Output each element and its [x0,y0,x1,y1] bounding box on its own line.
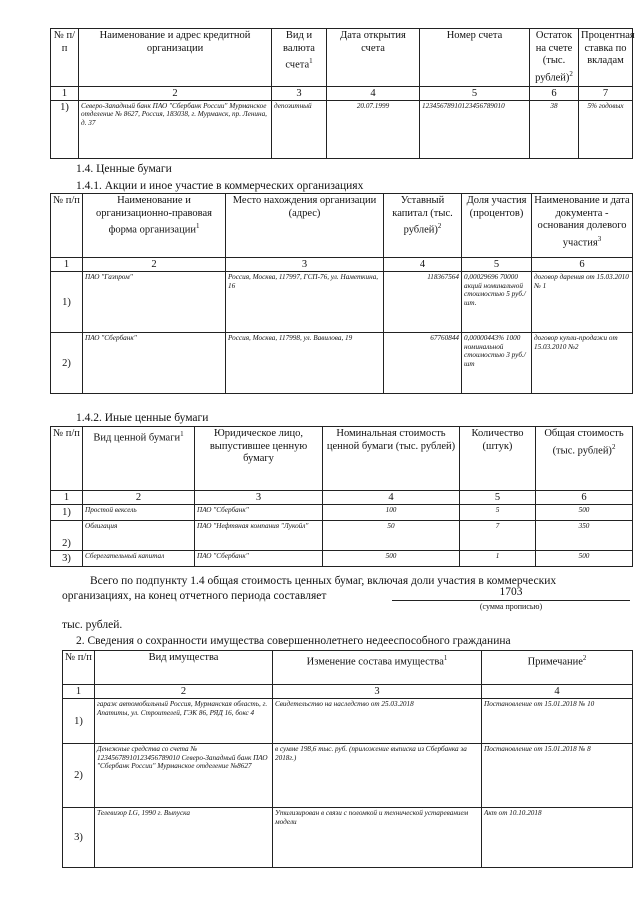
header-balance: Остаток на счете (тыс. рублей)$^2$ [530,29,579,87]
column-number-row: 1 2 3 4 5 6 [51,258,633,272]
section-1-4-2-title: 1.4.2. Иные ценные бумаги [76,412,209,424]
header-open-date: Дата открытия счета [327,29,420,87]
header-type: Вид ценной бумаги$^1$ [83,427,195,491]
header-total: Общая стоимость (тыс. рублей)$^2$ [536,427,633,491]
header-no: № п/п [51,194,83,258]
header-note: Примечание$^2$ [482,651,633,685]
header-qty: Количество (штук) [460,427,536,491]
total-tail: тыс. рублей. [62,619,123,631]
column-number-row: 1 2 3 4 5 6 [51,491,633,505]
header-issuer: Юридическое лицо, выпустившее ценную бумагу [195,427,323,491]
header-bank: Наименование и адрес кредитной организации [79,29,272,87]
section-1-4-1-title: 1.4.1. Акции и иное участие в коммерческих организациях [76,180,364,192]
table-row: 3) Сберегательный капитал ПАО "Сбербанк" 500 1 500 [51,551,633,567]
table-row: 1) ПАО "Газпром" Россия, Москва, 117997, ГСП-76, ул. Наметкина, 16 118367564 0,00029696 70000 акций номинальной стоимостью 5 руб./шт. договор дарения от 15.03.2010 № 1 [51,272,633,333]
property-table [62,650,633,868]
header-account: Номер счета [420,29,530,87]
table-row: 2) Облигация ПАО "Нефтяная компания "Лукойл" 50 7 350 [51,521,633,551]
header-no: № п/п [51,29,79,87]
total-line-2: организациях, на конец отчетного периода составляет [62,590,327,602]
section-2-title: 2. Сведения о сохранности имущества совершеннолетнего недееспособного гражданина [76,635,511,647]
header-org: Наименование и организационно-правовая форма организации$^1$ [83,194,226,258]
table-header-row [63,651,633,685]
table-row: 3) Телевизор LG, 1990 г. Выпуска Утилизирован в связи с поломкой и технической устареванием модели Акт от 10.10.2018 [63,808,633,868]
header-share: Доля участия (процентов) [462,194,532,258]
table-row: 1) гараж автомобильный Россия, Мурманская область, г. Апатиты, ул. Строителей, ГЭК 86, РЯД 16, бокс 4 Свидетельство на наследство от 25.03.2018 Постановление от 15.01.2018 № 10 [63,699,633,744]
total-caption: (сумма прописью) [479,602,543,611]
table-row: 1) Простой вексель ПАО "Сбербанк" 100 5 500 [51,505,633,521]
total-line-1: Всего по подпункту 1.4 общая стоимость ценных бумаг, включая доли участия в коммерческих [90,575,557,587]
section-1-4-title: 1.4. Ценные бумаги [76,163,172,175]
header-nominal: Номинальная стоимость ценной бумаги (тыс. рублей) [323,427,460,491]
table-header-row [51,427,633,491]
total-value: 1703 [392,585,630,601]
header-capital: Уставный капитал (тыс. рублей)$^2$ [384,194,462,258]
shares-table [50,193,633,394]
table-header-row [51,29,633,87]
header-kind: Вид имущества [95,651,273,685]
bank-name: Северо-Западный банк ПАО "Сбербанк России" Мурманское отделение № 8627, Россия, 183038, г. Мурманск, пр. Ленина, д. 37 [79,100,272,158]
securities-table [50,426,633,567]
column-number-row: 1 2 3 4 [63,685,633,699]
table-row: 2) ПАО "Сбербанк" Россия, Москва, 117998, ул. Вавилова, 19 67760844 0,00000443% 1000 номинальной стоимостью 3 руб./шт договор купли-продажи от 15.03.2010 №2 [51,333,633,394]
bank-accounts-table [50,28,633,159]
table-row: 2) Денежные средства со счета № 12345678910123456789010 Северо-Западный банк ПАО "Сбербанк России" Мурманское отделение №8627 в сумме 198,6 тыс. руб. (приложение выписка из Сбербанка за 2018г.) Постановление от 15.01.2018 № 8 [63,744,633,808]
header-address: Место нахождения организации (адрес) [226,194,384,258]
header-no: № п/п [51,427,83,491]
header-change: Изменение состава имущества$^1$ [273,651,482,685]
header-currency: Вид и валюта счета$^1$ [272,29,327,87]
header-no: № п/п [63,651,95,685]
column-number-row: 1 2 3 4 5 6 7 [51,86,633,100]
table-header-row [51,194,633,258]
header-basis: Наименование и дата документа - основания долевого участия$^3$ [532,194,633,258]
table-row: 1) Северо-Западный банк ПАО "Сбербанк России" Мурманское отделение № 8627, Россия, 183038, г. Мурманск, пр. Ленина, д. 37 депозитный 20.07.1999 12345678910123456789010 38 5% годовых [51,100,633,158]
header-rate: Процентная ставка по вкладам [579,29,633,87]
